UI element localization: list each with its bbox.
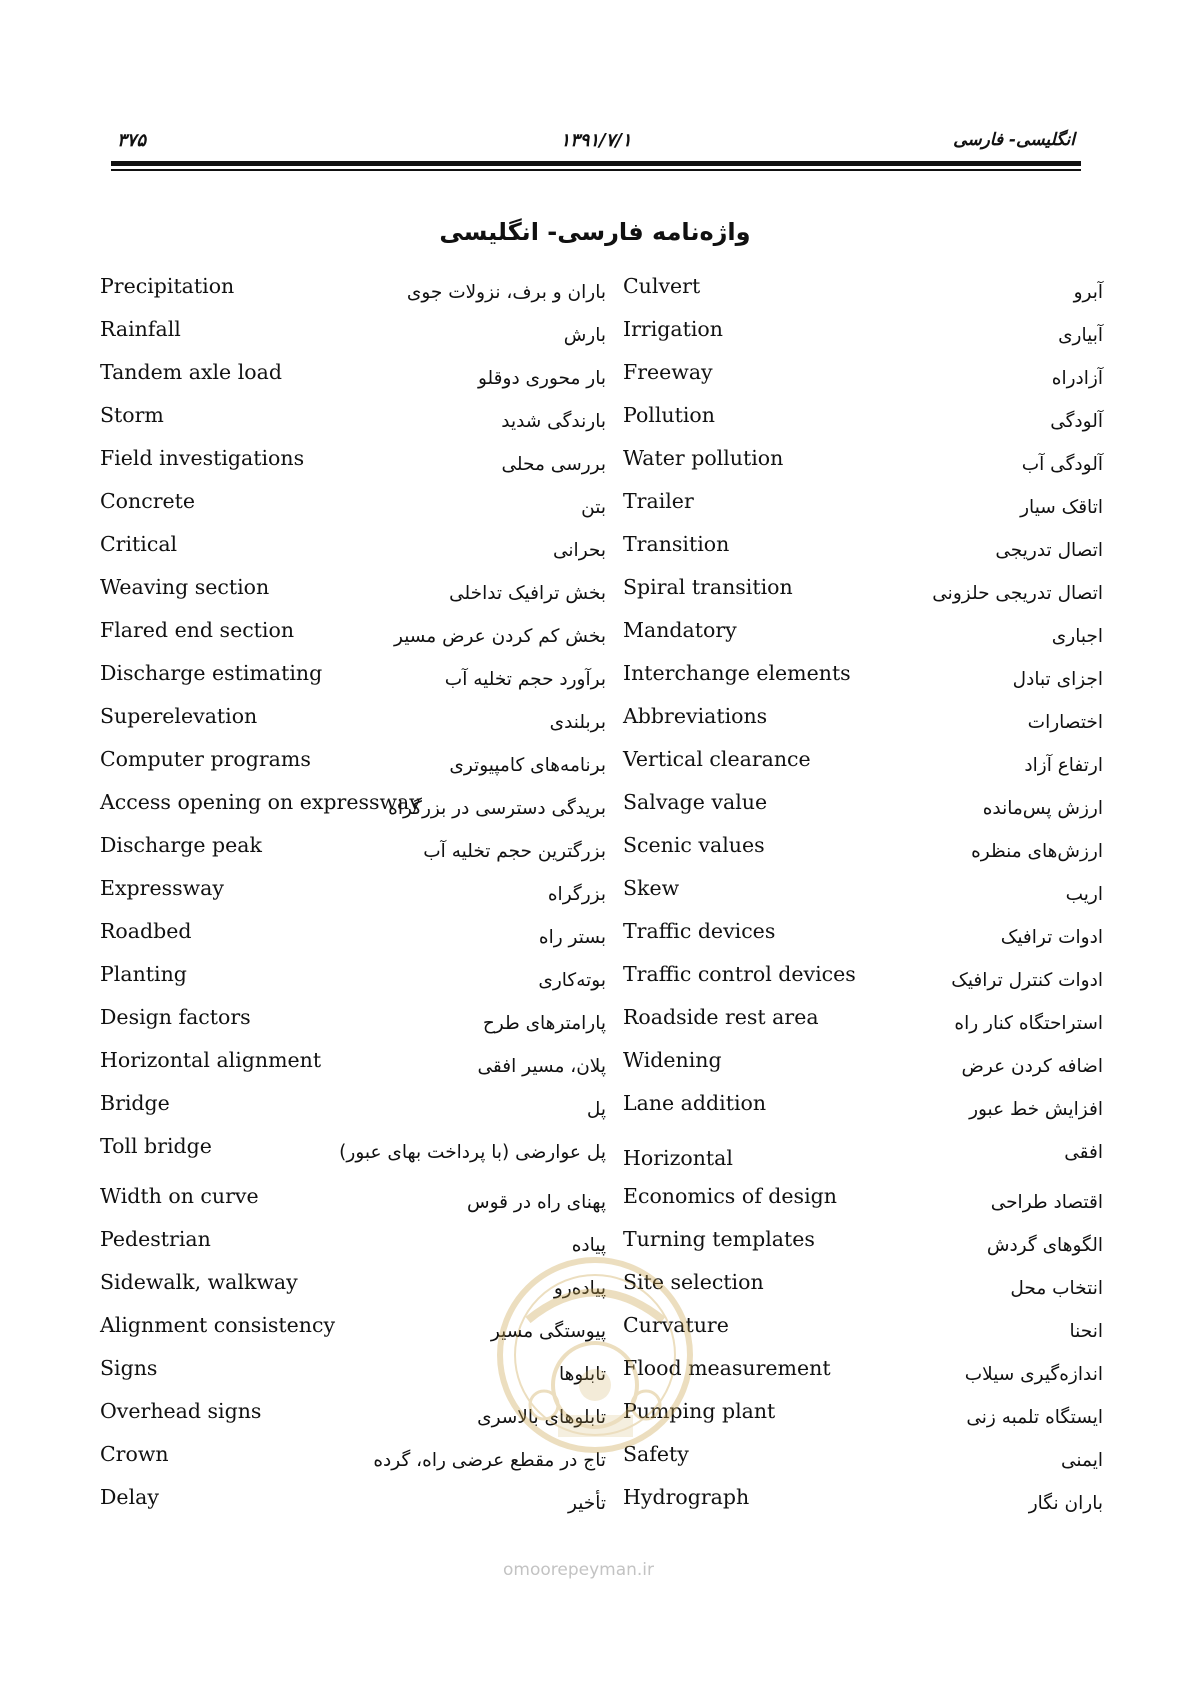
- english-term: Bridge: [100, 1091, 170, 1115]
- persian-term: اختصارات: [1027, 712, 1103, 733]
- english-term: Economics of design: [623, 1184, 837, 1208]
- english-term: Horizontal: [623, 1146, 733, 1170]
- persian-term: اضافه کردن عرض: [961, 1056, 1103, 1077]
- english-term: Alignment consistency: [100, 1313, 336, 1337]
- persian-term: آزادراه: [1051, 368, 1103, 389]
- persian-term: پهنای راه در قوس: [467, 1192, 606, 1213]
- glossary-entry: [623, 446, 1103, 489]
- persian-term: بریدگی دسترسی در بزرگراه: [388, 798, 606, 819]
- glossary-entry: [100, 1184, 606, 1227]
- english-term: Hydrograph: [623, 1485, 750, 1509]
- english-term: Planting: [100, 962, 187, 986]
- english-term: Pedestrian: [100, 1227, 211, 1251]
- english-term: Crown: [100, 1442, 169, 1466]
- glossary-entry: [623, 747, 1103, 790]
- english-term: Critical: [100, 532, 178, 556]
- glossary-entry: [623, 403, 1103, 446]
- english-term: Delay: [100, 1485, 159, 1509]
- english-term: Culvert: [623, 274, 701, 298]
- glossary-entry: [623, 489, 1103, 532]
- english-term: Overhead signs: [100, 1399, 262, 1423]
- glossary-entry: [100, 532, 606, 575]
- header-rule-thin: [111, 169, 1081, 171]
- persian-term: اجزای تبادل: [1012, 669, 1103, 690]
- persian-term: بحرانی: [552, 540, 606, 561]
- glossary-entry: [623, 618, 1103, 661]
- persian-term: آلودگی: [1050, 411, 1103, 432]
- glossary-entry: [623, 962, 1103, 1005]
- persian-term: اتصال تدریجی حلزونی: [932, 583, 1103, 604]
- english-term: Sidewalk, walkway: [100, 1270, 298, 1294]
- english-term: Precipitation: [100, 274, 235, 298]
- glossary-entry: [100, 747, 606, 790]
- page-header: [111, 126, 1081, 152]
- english-term: Roadside rest area: [623, 1005, 819, 1029]
- english-term: Toll bridge: [100, 1134, 212, 1158]
- glossary-entry: [623, 1184, 1103, 1227]
- persian-term: پارامترهای طرح: [482, 1013, 606, 1034]
- english-term: Interchange elements: [623, 661, 851, 685]
- glossary-entry: [623, 360, 1103, 403]
- persian-term: الگوهای گردش: [986, 1235, 1103, 1256]
- glossary-entry: [623, 317, 1103, 360]
- english-term: Width on curve: [100, 1184, 259, 1208]
- persian-term: تابلوهای بالاسری: [477, 1407, 606, 1428]
- persian-term: بتن: [581, 497, 606, 518]
- glossary-entry: [100, 403, 606, 446]
- english-term: Computer programs: [100, 747, 311, 771]
- glossary-entry: [100, 790, 606, 833]
- english-term: Scenic values: [623, 833, 765, 857]
- english-term: Tandem axle load: [100, 360, 282, 384]
- glossary-entry: [100, 489, 606, 532]
- persian-term: اجباری: [1051, 626, 1103, 647]
- english-term: Discharge estimating: [100, 661, 323, 685]
- persian-term: پیاده: [571, 1235, 606, 1256]
- persian-term: ارزش پس‌مانده: [982, 798, 1103, 819]
- english-term: Storm: [100, 403, 164, 427]
- english-term: Expressway: [100, 876, 224, 900]
- english-term: Widening: [623, 1048, 722, 1072]
- seal-logo-icon: [488, 1245, 703, 1515]
- glossary-entry: [100, 446, 606, 489]
- persian-term: آبیاری: [1058, 325, 1103, 346]
- persian-term: افقی: [1064, 1142, 1103, 1163]
- persian-term: ارزش‌های منظره: [971, 841, 1103, 862]
- persian-term: پیوستگی مسیر: [490, 1321, 606, 1342]
- glossary-entry: [623, 1005, 1103, 1048]
- glossary-entry: [100, 1005, 606, 1048]
- glossary-entry: [100, 274, 606, 317]
- persian-term: پل عوارضی (با پرداخت بهای عبور): [339, 1142, 606, 1163]
- english-term: Curvature: [623, 1313, 729, 1337]
- persian-term: برنامه‌های کامپیوتری: [449, 755, 606, 776]
- persian-term: تأخیر: [567, 1493, 606, 1514]
- glossary-entry: [623, 532, 1103, 575]
- persian-term: بررسی محلی: [501, 454, 606, 475]
- english-term: Abbreviations: [623, 704, 768, 728]
- english-term: Discharge peak: [100, 833, 262, 857]
- english-term: Concrete: [100, 489, 196, 513]
- english-term: Pumping plant: [623, 1399, 776, 1423]
- english-term: Skew: [623, 876, 680, 900]
- persian-term: اتاقک سیار: [1020, 497, 1103, 518]
- page-date: ۱۳۹۱/۷/۱: [560, 130, 632, 151]
- glossary-entry: [100, 360, 606, 403]
- persian-term: بخش کم کردن عرض مسیر: [394, 626, 606, 647]
- persian-term: انحنا: [1069, 1321, 1103, 1342]
- watermark-site: omoorepeyman.ir: [503, 1560, 655, 1580]
- english-term: Access opening on expressway: [100, 790, 421, 814]
- glossary-title: واژه‌نامه فارسی- انگلیسی: [439, 218, 751, 246]
- persian-term: باران نگار: [1028, 1493, 1103, 1514]
- glossary-entry: [100, 1091, 606, 1134]
- persian-term: بستر راه: [538, 927, 606, 948]
- persian-term: تابلوها: [558, 1364, 606, 1385]
- english-term: Turning templates: [623, 1227, 815, 1251]
- english-term: Flood measurement: [623, 1356, 831, 1380]
- glossary-entry: [100, 1134, 606, 1184]
- glossary-entry: [623, 790, 1103, 833]
- glossary-entry: [100, 833, 606, 876]
- glossary-entry: [100, 876, 606, 919]
- english-term: Horizontal alignment: [100, 1048, 322, 1072]
- persian-term: استراحتگاه کنار راه: [954, 1013, 1103, 1034]
- english-term: Flared end section: [100, 618, 295, 642]
- persian-term: اندازه‌گیری سیلاب: [964, 1364, 1103, 1385]
- english-term: Water pollution: [623, 446, 784, 470]
- english-term: Rainfall: [100, 317, 181, 341]
- english-term: Vertical clearance: [623, 747, 811, 771]
- persian-term: تاج در مقطع عرضی راه، گرده: [373, 1450, 606, 1471]
- glossary-entry: [623, 274, 1103, 317]
- glossary-entry: [623, 1048, 1103, 1091]
- glossary-entry: [623, 876, 1103, 919]
- english-term: Safety: [623, 1442, 689, 1466]
- persian-term: پلان، مسیر افقی: [477, 1056, 606, 1077]
- glossary-entry: [623, 1134, 1103, 1184]
- glossary-entry: [100, 618, 606, 661]
- glossary-entry: [623, 661, 1103, 704]
- persian-term: انتخاب محل: [1010, 1278, 1103, 1299]
- english-term: Site selection: [623, 1270, 764, 1294]
- english-term: Traffic control devices: [623, 962, 856, 986]
- persian-term: برآورد حجم تخلیه آب: [444, 669, 606, 690]
- glossary-entry: [623, 704, 1103, 747]
- glossary-entry: [623, 919, 1103, 962]
- persian-term: ایستگاه تلمبه زنی: [966, 1407, 1103, 1428]
- persian-term: بزرگترین حجم تخلیه آب: [423, 841, 606, 862]
- persian-term: بزرگراه: [547, 884, 606, 905]
- glossary-entry: [623, 575, 1103, 618]
- persian-term: بوته‌کاری: [538, 970, 606, 991]
- persian-term: بربلندی: [549, 712, 606, 733]
- english-term: Transition: [623, 532, 730, 556]
- persian-term: ارتفاع آزاد: [1024, 755, 1103, 776]
- glossary-entry: [100, 1048, 606, 1091]
- english-term: Lane addition: [623, 1091, 767, 1115]
- glossary-entry: [623, 833, 1103, 876]
- persian-term: اریب: [1065, 884, 1103, 905]
- persian-term: ادوات ترافیک: [1000, 927, 1103, 948]
- glossary-entry: [100, 575, 606, 618]
- persian-term: بارش: [563, 325, 606, 346]
- english-term: Mandatory: [623, 618, 737, 642]
- persian-term: بخش ترافیک تداخلی: [449, 583, 606, 604]
- english-term: Weaving section: [100, 575, 270, 599]
- english-term: Salvage value: [623, 790, 768, 814]
- glossary-entry: [100, 661, 606, 704]
- header-rule-thick: [111, 161, 1081, 166]
- english-term: Field investigations: [100, 446, 305, 470]
- glossary-entry: [100, 317, 606, 360]
- section-title: انگلیسی- فارسی: [953, 130, 1075, 150]
- persian-term: باران و برف، نزولات جوی: [406, 282, 606, 303]
- english-term: Spiral transition: [623, 575, 793, 599]
- persian-term: اقتصاد طراحی: [990, 1192, 1103, 1213]
- english-term: Traffic devices: [623, 919, 776, 943]
- english-term: Roadbed: [100, 919, 192, 943]
- english-term: Trailer: [623, 489, 694, 513]
- english-term: Irrigation: [623, 317, 723, 341]
- english-term: Freeway: [623, 360, 713, 384]
- glossary-entry: [100, 962, 606, 1005]
- persian-term: بارندگی شدید: [501, 411, 606, 432]
- persian-term: آبرو: [1073, 282, 1103, 303]
- persian-term: ادوات کنترل ترافیک: [951, 970, 1103, 991]
- persian-term: بار محوری دوقلو: [477, 368, 606, 389]
- persian-term: پل: [586, 1099, 606, 1120]
- english-term: Pollution: [623, 403, 715, 427]
- persian-term: اتصال تدریجی: [995, 540, 1103, 561]
- glossary-entry: [623, 1091, 1103, 1134]
- persian-term: افزایش خط عبور: [969, 1099, 1103, 1120]
- english-term: Signs: [100, 1356, 158, 1380]
- english-term: Design factors: [100, 1005, 251, 1029]
- persian-term: پیاده‌رو: [553, 1278, 606, 1299]
- english-term: Superelevation: [100, 704, 258, 728]
- glossary-entry: [100, 704, 606, 747]
- page-number: ۳۷۵: [117, 130, 147, 151]
- persian-term: ایمنی: [1061, 1450, 1103, 1471]
- glossary-entry: [100, 919, 606, 962]
- persian-term: آلودگی آب: [1021, 454, 1103, 475]
